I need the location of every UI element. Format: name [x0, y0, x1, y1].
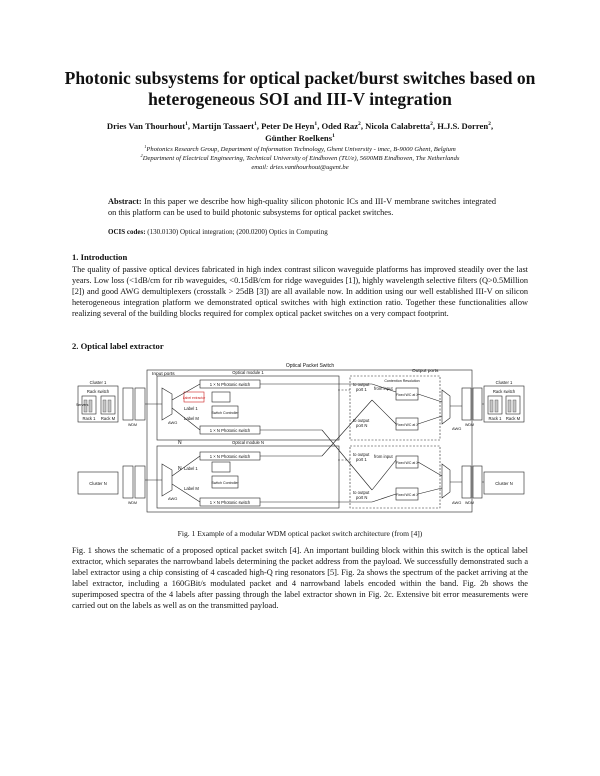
svg-text:Switch Controller: Switch Controller: [211, 411, 239, 415]
svg-text:to output: to output: [353, 490, 370, 495]
svg-text:Contention Resolution: Contention Resolution: [384, 379, 420, 383]
section-heading-introduction: 1. Introduction: [72, 252, 128, 262]
output-ports-label: Output ports: [412, 369, 439, 374]
ocis-text: (130.0130) Optical integration; (200.0200) Optics in Computing: [147, 228, 328, 236]
svg-text:Label 1: Label 1: [184, 406, 198, 411]
svg-text:AWG: AWG: [452, 500, 462, 505]
introduction-text: The quality of passive optical devices fabricated in high index contrast silicon waveguide platforms has improved steadily over the last years. Low loss (<1dB/cm for rib waveguides, <0.15dB/cm for ridge waveguides [1]), highly wavelength selective filters (Q>0.5Million [2]) and good AWG demultiplexers (crosstalk > 25dB [3]) are all available now. In addition using our well established III-V on silicon heterogeneous integration platform we demonstrated optical switches with high extinction ratio. Together these functionalities allow realizing several of the building blocks required for complex optical packet switches on a very compact footprint.: [72, 265, 528, 318]
svg-text:N: N: [178, 440, 182, 446]
ocis-label: OCIS codes:: [108, 228, 146, 236]
figure-caption: Fig. 1 Example of a modular WDM optical packet switch architecture (from [4]): [177, 529, 423, 538]
abstract-text: In this paper we describe how high-quality silicon photonic ICs and III-V membrane switches integrated on this platform can be used to build photonic subsystems for optical packet switches.: [108, 197, 496, 217]
cluster-1-left-label: Cluster 1: [89, 380, 107, 385]
author: Günther Roelkens: [265, 132, 333, 143]
svg-text:port 1: port 1: [356, 457, 367, 462]
ocis-codes: [108, 228, 496, 237]
author: Martijn Tassaert: [192, 121, 254, 131]
author: Oded Raz: [321, 121, 359, 131]
svg-text:1 × N Photonic switch: 1 × N Photonic switch: [209, 454, 251, 459]
svg-text:Fixed WC at λ: Fixed WC at λ: [396, 493, 418, 497]
svg-text:from input: from input: [374, 386, 393, 391]
svg-text:WDM: WDM: [128, 423, 137, 427]
author-list: Dries Van Thourhout$^1$, Martijn Tassaert$^1$, Peter De Heyn$^1$, Oded Raz$^2$, Nicola Calabretta$^2$, H.J.S. Dorren$^2$, Günther Roelkens$^1$: [106, 121, 494, 143]
affiliations: [60, 143, 540, 172]
author: Dries Van Thourhout: [106, 121, 186, 131]
svg-text:Label 1: Label 1: [184, 466, 198, 471]
svg-text:1 × N Photonic switch: 1 × N Photonic switch: [209, 500, 251, 505]
svg-text:WDM: WDM: [465, 423, 474, 427]
svg-text:Fixed WC at λ: Fixed WC at λ: [396, 393, 418, 397]
svg-text:port N: port N: [356, 495, 368, 500]
svg-text:port 1: port 1: [356, 387, 367, 392]
wdm-left-1: [123, 388, 133, 420]
abstract-label: Abstract:: [108, 197, 142, 206]
svg-text:1 × N Photonic switch: 1 × N Photonic switch: [209, 382, 251, 387]
svg-text:Fixed WC at λ: Fixed WC at λ: [396, 461, 418, 465]
svg-text:port N: port N: [356, 423, 368, 428]
svg-text:Switch Controller: Switch Controller: [211, 481, 239, 485]
svg-text:Fixed WC at λ: Fixed WC at λ: [396, 423, 418, 427]
affiliation: $^1$Photonics Research Group, Department of Information Technology, Ghent University - imec, B-9000 Ghent, Belgium: [144, 143, 456, 153]
author: Nicola Calabretta: [365, 121, 431, 131]
abstract: [108, 197, 496, 218]
svg-text:Rack switch: Rack switch: [86, 389, 110, 394]
wdm-right-1: [462, 388, 471, 420]
svg-text:to output: to output: [353, 452, 370, 457]
email: email: dries.vanthourhout@ugent.be: [251, 163, 349, 171]
wdm-right-n: [462, 466, 471, 498]
wdm-left-n: [123, 466, 133, 498]
svg-text:Rack 1: Rack 1: [488, 416, 502, 421]
input-ports-label: Input ports: [152, 372, 175, 377]
figure-title: Optical Packet Switch: [285, 363, 335, 369]
section-heading-label-extractor: 2. Optical label extractor: [72, 341, 164, 351]
svg-text:from input: from input: [374, 454, 393, 459]
svg-text:Rack M: Rack M: [100, 416, 116, 421]
svg-text:WDM: WDM: [128, 501, 137, 505]
figure-switch-architecture: [72, 360, 530, 520]
cluster-n-right-label: Cluster N: [495, 481, 513, 486]
svg-text:Label extractor: Label extractor: [182, 396, 206, 400]
paper-title: Photonic subsystems for optical packet/burst switches based on heterogeneous SOI and III-V integration: [64, 68, 536, 109]
svg-text:Rack 1: Rack 1: [82, 416, 96, 421]
module-1-label: Optical module 1: [232, 370, 264, 375]
svg-text:AWG: AWG: [168, 420, 178, 425]
svg-text:1 × N Photonic switch: 1 × N Photonic switch: [209, 428, 251, 433]
author: Peter De Heyn: [261, 121, 315, 131]
affiliation: $^2$Department of Electrical Engineering, Technical University of Eindhoven (TU/e), 5600MB Eindhoven, The Netherlands: [140, 152, 460, 162]
svg-text:Rack switch: Rack switch: [492, 389, 516, 394]
svg-text:Servers: Servers: [76, 403, 89, 407]
svg-text:AWG: AWG: [168, 496, 178, 501]
svg-text:Label M: Label M: [184, 416, 199, 421]
svg-text:to output: to output: [353, 382, 370, 387]
svg-text:N: N: [178, 466, 182, 472]
svg-text:AWG: AWG: [452, 426, 462, 431]
label-extractor-text: Fig. 1 shows the schematic of a proposed optical packet switch [4]. An important building block within this switch is the optical label extractor, which separates the narrowband labels determining the packet address from the payload. We successfully demonstrated such a label extractor using a chip consisting of 4 cascaded high-Q ring resonators [5]. Fig. 2a shows the spectrum of the packet arriving at the label extractor, including a 160GBit/s modulated packet and 4 narrowband labels encoded within the band. Fig. 2b shows the superimposed spectra of the 4 labels after passing through the label extractor shown in Fig. 2c. Extensive bit error measurements were carried out on the labels as well as on the transmitted payload.: [72, 546, 528, 610]
cluster-1-right-label: Cluster 1: [495, 380, 513, 385]
svg-text:Label M: Label M: [184, 486, 199, 491]
svg-text:WDM: WDM: [465, 501, 474, 505]
svg-text:Rack M: Rack M: [505, 416, 521, 421]
module-n-label: Optical module N: [231, 440, 265, 445]
cluster-n-left-label: Cluster N: [89, 481, 107, 486]
author: H.J.S. Dorren: [437, 121, 489, 131]
svg-text:to output: to output: [353, 418, 370, 423]
